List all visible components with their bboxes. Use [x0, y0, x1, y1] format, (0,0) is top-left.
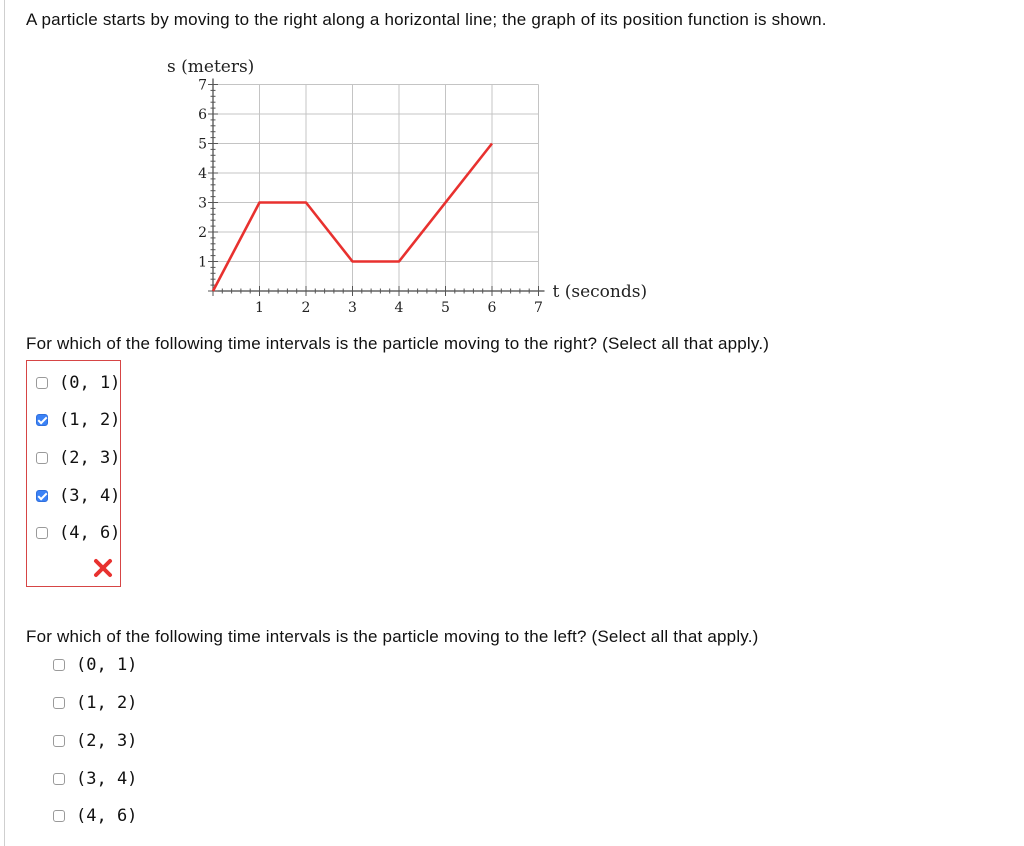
checkbox[interactable]	[36, 414, 48, 426]
option-label: (0, 1)	[59, 373, 121, 393]
y-tick-label: 7	[198, 77, 207, 94]
y-tick-label: 2	[198, 225, 207, 241]
option-label: (1, 2)	[59, 410, 121, 430]
x-tick-label: 4	[394, 300, 404, 316]
x-tick-label: 1	[255, 300, 264, 316]
option-label: (3, 4)	[76, 769, 138, 789]
q1-option-3[interactable]	[36, 486, 120, 506]
y-tick-label: 1	[198, 254, 207, 271]
y-tick-label: 4	[198, 166, 207, 182]
problem-statement: A particle starts by moving to the right along a horizontal line; the graph of its position function is shown.	[26, 10, 827, 29]
y-tick-label: 3	[198, 195, 207, 212]
x-tick-label: 3	[348, 300, 357, 316]
y-tick-label: 5	[198, 136, 207, 153]
option-label: (2, 3)	[76, 731, 138, 751]
option-label: (4, 6)	[76, 806, 138, 826]
position-graph	[155, 48, 675, 323]
x-axis-label: t (seconds)	[552, 282, 648, 302]
q2-option-1[interactable]	[53, 693, 137, 713]
q1-option-0[interactable]	[36, 373, 120, 393]
option-label: (0, 1)	[76, 655, 138, 675]
checkbox[interactable]	[36, 490, 48, 502]
answer-feedback-box	[26, 360, 121, 587]
option-label: (1, 2)	[76, 693, 138, 713]
left-border	[4, 0, 5, 846]
q2-option-0[interactable]	[53, 655, 137, 675]
checkbox[interactable]	[53, 659, 65, 671]
y-axis-label: s (meters)	[167, 57, 255, 77]
q1-option-2[interactable]	[36, 448, 120, 468]
checkbox[interactable]	[53, 697, 65, 709]
question-2-text: For which of the following time intervals is the particle moving to the left? (Select all that apply.)	[26, 627, 759, 646]
q1-option-1[interactable]	[36, 410, 120, 430]
question-1-text: For which of the following time intervals is the particle moving to the right? (Select all that apply.)	[26, 334, 770, 353]
x-tick-label: 6	[487, 300, 497, 316]
option-label: (4, 6)	[59, 523, 121, 543]
x-tick-label: 7	[534, 300, 543, 316]
q1-option-4[interactable]	[36, 523, 120, 543]
checkbox[interactable]	[53, 810, 65, 822]
checkbox[interactable]	[53, 735, 65, 747]
checkbox[interactable]	[36, 377, 48, 389]
q2-option-3[interactable]	[53, 769, 137, 789]
option-label: (2, 3)	[59, 448, 121, 468]
option-label: (3, 4)	[59, 486, 121, 506]
x-tick-label: 5	[441, 300, 450, 316]
y-tick-label: 6	[198, 107, 207, 123]
incorrect-x-icon	[93, 558, 113, 578]
q2-option-4[interactable]	[53, 806, 137, 826]
x-tick-label: 2	[301, 300, 311, 316]
q2-option-2[interactable]	[53, 731, 137, 751]
checkbox[interactable]	[36, 452, 48, 464]
checkbox[interactable]	[53, 773, 65, 785]
checkbox[interactable]	[36, 527, 48, 539]
